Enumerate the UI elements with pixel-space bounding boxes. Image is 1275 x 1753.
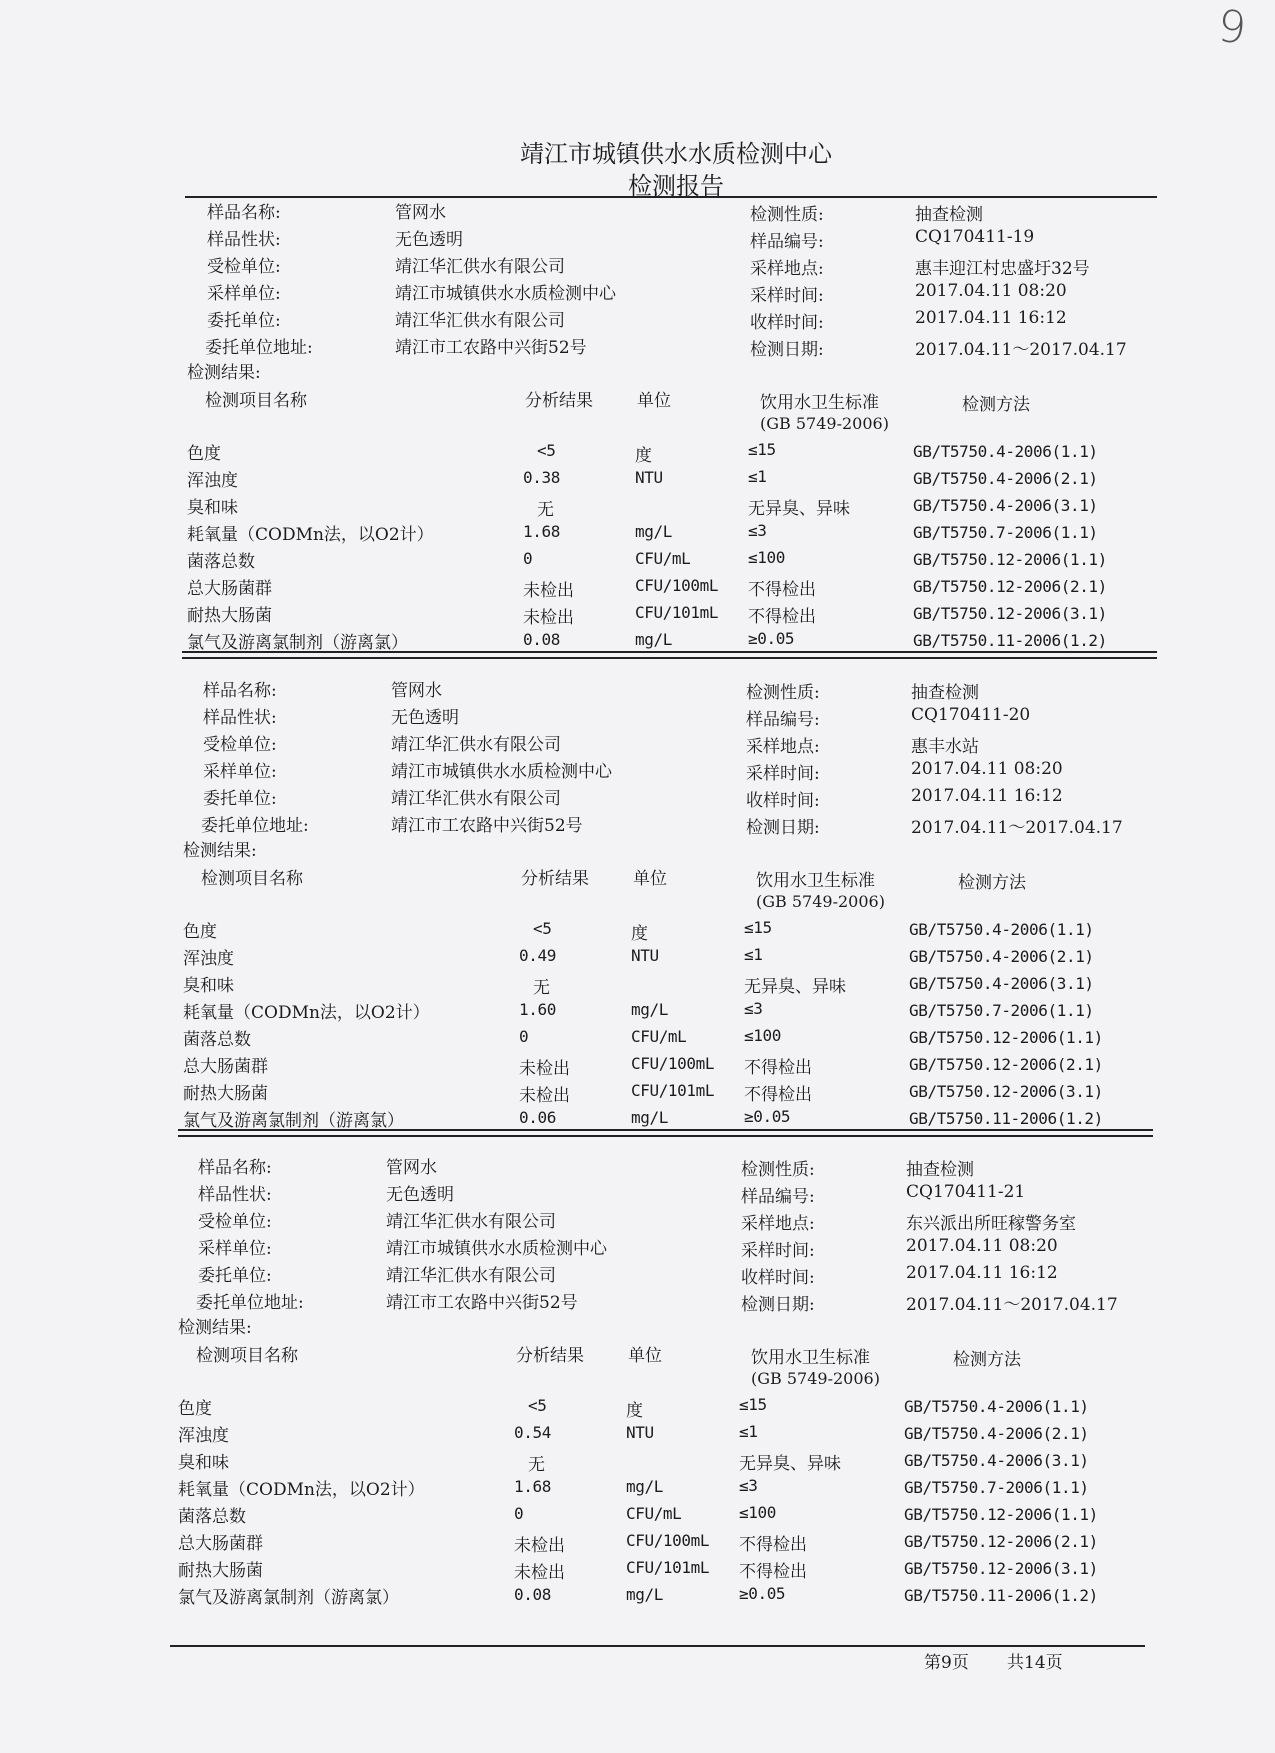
sample-name-value: 管网水: [395, 203, 446, 223]
inspected-unit-label: 受检单位:: [198, 1212, 272, 1232]
sample-no-label: 样品编号:: [741, 1187, 815, 1207]
receive-time-value: 2017.04.11 16:12: [911, 786, 1063, 806]
sample-name-value: 管网水: [391, 681, 442, 701]
row-unit: 度: [631, 924, 648, 944]
sample-no-label: 样品编号:: [750, 232, 824, 252]
row-item: 臭和味: [178, 1453, 229, 1473]
row-result: 1.68: [514, 1477, 551, 1496]
col-result-header: 分析结果: [516, 1346, 584, 1366]
sample-nature-value: 无色透明: [386, 1185, 454, 1205]
row-method: GB/T5750.4-2006(2.1): [909, 947, 1094, 966]
row-standard: ≤100: [739, 1503, 776, 1522]
row-unit: CFU/mL: [626, 1504, 682, 1523]
row-standard: ≥0.05: [739, 1584, 786, 1603]
sampling-site-label: 采样地点:: [746, 737, 820, 757]
row-unit: mg/L: [631, 1108, 668, 1127]
sample-nature-value: 无色透明: [395, 230, 463, 250]
row-standard: ≥0.05: [748, 629, 795, 648]
row-standard: 不得检出: [744, 1085, 812, 1105]
col-standard-ref: (GB 5749-2006): [756, 892, 885, 911]
sample-no-value: CQ170411-20: [911, 705, 1031, 725]
row-method: GB/T5750.11-2006(1.2): [909, 1109, 1103, 1128]
row-method: GB/T5750.4-2006(1.1): [904, 1397, 1089, 1416]
results-label: 检测结果:: [187, 363, 261, 383]
row-result: 0.54: [514, 1423, 551, 1442]
client-unit-value: 靖江华汇供水有限公司: [386, 1266, 556, 1286]
row-method: GB/T5750.12-2006(1.1): [904, 1505, 1098, 1524]
row-method: GB/T5750.11-2006(1.2): [913, 631, 1107, 650]
row-result: 1.60: [519, 1000, 556, 1019]
col-item-header: 检测项目名称: [196, 1346, 298, 1366]
row-result: <5: [528, 1396, 547, 1415]
row-result: 0.06: [519, 1108, 556, 1127]
sampling-unit-label: 采样单位:: [198, 1239, 272, 1259]
col-standard-ref: (GB 5749-2006): [760, 414, 889, 433]
row-unit: mg/L: [631, 1000, 668, 1019]
col-result-header: 分析结果: [525, 391, 593, 411]
client-unit-label: 委托单位:: [207, 311, 281, 331]
client-address-label: 委托单位地址:: [201, 816, 309, 836]
row-unit: mg/L: [635, 522, 672, 541]
row-standard: ≤1: [748, 467, 767, 486]
col-item-header: 检测项目名称: [201, 869, 303, 889]
row-unit: CFU/100mL: [631, 1054, 715, 1073]
row-result: 0.08: [514, 1585, 551, 1604]
sampling-site-value: 惠丰水站: [911, 737, 979, 757]
client-address-value: 靖江市工农路中兴街52号: [395, 338, 587, 358]
client-address-value: 靖江市工农路中兴街52号: [391, 816, 583, 836]
test-type-label: 检测性质:: [741, 1160, 815, 1180]
row-method: GB/T5750.7-2006(1.1): [909, 1001, 1094, 1020]
test-type-label: 检测性质:: [746, 683, 820, 703]
test-type-label: 检测性质:: [750, 205, 824, 225]
row-item: 氯气及游离氯制剂（游离氯）: [178, 1588, 399, 1608]
row-unit: mg/L: [626, 1477, 663, 1496]
row-result: 1.68: [523, 522, 560, 541]
sampling-site-value: 东兴派出所旺稼警务室: [906, 1214, 1076, 1234]
col-unit-header: 单位: [628, 1346, 662, 1366]
row-method: GB/T5750.7-2006(1.1): [904, 1478, 1089, 1497]
row-result: 无: [533, 978, 550, 998]
row-item: 总大肠菌群: [178, 1534, 263, 1554]
row-result: 0.49: [519, 946, 556, 965]
test-date-value: 2017.04.11～2017.04.17: [906, 1295, 1118, 1315]
row-unit: CFU/101mL: [631, 1081, 715, 1100]
col-standard-ref: (GB 5749-2006): [751, 1369, 880, 1388]
row-item: 色度: [183, 922, 217, 942]
sampling-site-value: 惠丰迎江村忠盛圩32号: [915, 259, 1090, 279]
row-item: 氯气及游离氯制剂（游离氯）: [187, 633, 408, 653]
section-rule: [178, 1129, 1153, 1131]
sample-nature-label: 样品性状:: [203, 708, 277, 728]
row-method: GB/T5750.11-2006(1.2): [904, 1586, 1098, 1605]
row-method: GB/T5750.12-2006(3.1): [909, 1082, 1103, 1101]
sample-name-label: 样品名称:: [203, 681, 277, 701]
section-rule: [182, 651, 1157, 653]
sampling-unit-value: 靖江市城镇供水水质检测中心: [395, 284, 616, 304]
row-unit: CFU/100mL: [635, 576, 719, 595]
row-item: 耐热大肠菌: [178, 1561, 263, 1581]
row-result: 未检出: [514, 1536, 565, 1556]
report-title: 检测报告: [628, 172, 724, 200]
row-unit: CFU/mL: [635, 549, 691, 568]
inspected-unit-value: 靖江华汇供水有限公司: [395, 257, 565, 277]
row-unit: CFU/101mL: [635, 603, 719, 622]
row-method: GB/T5750.12-2006(2.1): [913, 577, 1107, 596]
sample-nature-label: 样品性状:: [198, 1185, 272, 1205]
row-result: 0.38: [523, 468, 560, 487]
receive-time-label: 收样时间:: [741, 1268, 815, 1288]
row-method: GB/T5750.12-2006(2.1): [909, 1055, 1103, 1074]
row-item: 菌落总数: [183, 1030, 251, 1050]
row-item: 总大肠菌群: [187, 579, 272, 599]
row-unit: CFU/mL: [631, 1027, 687, 1046]
col-standard-header: 饮用水卫生标准: [751, 1348, 870, 1368]
sample-no-label: 样品编号:: [746, 710, 820, 730]
row-unit: 度: [635, 446, 652, 466]
row-method: GB/T5750.12-2006(1.1): [909, 1028, 1103, 1047]
row-method: GB/T5750.4-2006(1.1): [913, 442, 1098, 461]
row-item: 耗氧量（CODMn法，以O2计）: [183, 1003, 430, 1023]
row-result: 未检出: [519, 1086, 570, 1106]
row-unit: NTU: [635, 468, 663, 487]
row-method: GB/T5750.4-2006(3.1): [909, 974, 1094, 993]
col-method-header: 检测方法: [962, 395, 1030, 415]
row-result: 0: [523, 549, 533, 568]
row-result: <5: [537, 441, 556, 460]
col-item-header: 检测项目名称: [205, 391, 307, 411]
receive-time-label: 收样时间:: [750, 313, 824, 333]
row-result: 无: [528, 1455, 545, 1475]
row-item: 耐热大肠菌: [183, 1084, 268, 1104]
test-date-label: 检测日期:: [746, 818, 820, 838]
client-address-label: 委托单位地址:: [196, 1293, 304, 1313]
inspected-unit-label: 受检单位:: [203, 735, 277, 755]
sample-name-label: 样品名称:: [207, 203, 281, 223]
row-result: 0: [519, 1027, 529, 1046]
sampling-site-label: 采样地点:: [741, 1214, 815, 1234]
row-method: GB/T5750.4-2006(2.1): [904, 1424, 1089, 1443]
row-method: GB/T5750.12-2006(3.1): [904, 1559, 1098, 1578]
results-label: 检测结果:: [178, 1318, 252, 1338]
sampling-unit-value: 靖江市城镇供水水质检测中心: [391, 762, 612, 782]
row-result: 未检出: [523, 608, 574, 628]
col-method-header: 检测方法: [953, 1350, 1021, 1370]
row-standard: 不得检出: [748, 580, 816, 600]
row-result: 未检出: [523, 581, 574, 601]
row-item: 氯气及游离氯制剂（游离氯）: [183, 1111, 404, 1131]
results-label: 检测结果:: [183, 841, 257, 861]
row-item: 耗氧量（CODMn法，以O2计）: [178, 1480, 425, 1500]
client-address-label: 委托单位地址:: [205, 338, 313, 358]
row-item: 臭和味: [183, 976, 234, 996]
row-item: 菌落总数: [178, 1507, 246, 1527]
section-rule-second: [178, 1135, 1153, 1137]
client-unit-value: 靖江华汇供水有限公司: [395, 311, 565, 331]
sampling-time-label: 采样时间:: [741, 1241, 815, 1261]
row-item: 色度: [178, 1399, 212, 1419]
sampling-time-value: 2017.04.11 08:20: [906, 1236, 1058, 1256]
row-unit: NTU: [626, 1423, 654, 1442]
row-unit: mg/L: [626, 1585, 663, 1604]
row-item: 臭和味: [187, 498, 238, 518]
inspected-unit-value: 靖江华汇供水有限公司: [386, 1212, 556, 1232]
row-item: 浑浊度: [183, 949, 234, 969]
client-address-value: 靖江市工农路中兴街52号: [386, 1293, 578, 1313]
inspected-unit-value: 靖江华汇供水有限公司: [391, 735, 561, 755]
row-standard: ≤3: [748, 521, 767, 540]
row-item: 浑浊度: [187, 471, 238, 491]
test-date-value: 2017.04.11～2017.04.17: [911, 818, 1123, 838]
row-item: 总大肠菌群: [183, 1057, 268, 1077]
row-unit: CFU/101mL: [626, 1558, 710, 1577]
row-standard: 不得检出: [739, 1562, 807, 1582]
sampling-time-value: 2017.04.11 08:20: [911, 759, 1063, 779]
row-result: <5: [533, 919, 552, 938]
sample-nature-label: 样品性状:: [207, 230, 281, 250]
row-unit: NTU: [631, 946, 659, 965]
row-method: GB/T5750.4-2006(3.1): [904, 1451, 1089, 1470]
row-result: 未检出: [514, 1563, 565, 1583]
row-method: GB/T5750.12-2006(2.1): [904, 1532, 1098, 1551]
row-result: 0.08: [523, 630, 560, 649]
row-standard: ≤100: [748, 548, 785, 567]
test-type-value: 抽查检测: [911, 683, 979, 703]
row-item: 耐热大肠菌: [187, 606, 272, 626]
sampling-time-label: 采样时间:: [746, 764, 820, 784]
sample-no-value: CQ170411-21: [906, 1182, 1026, 1202]
row-standard: 无异臭、异味: [739, 1454, 841, 1474]
sample-name-label: 样品名称:: [198, 1158, 272, 1178]
row-standard: ≤3: [744, 999, 763, 1018]
col-method-header: 检测方法: [958, 873, 1026, 893]
row-method: GB/T5750.7-2006(1.1): [913, 523, 1098, 542]
sampling-unit-label: 采样单位:: [203, 762, 277, 782]
col-result-header: 分析结果: [521, 869, 589, 889]
test-date-label: 检测日期:: [741, 1295, 815, 1315]
row-item: 耗氧量（CODMn法，以O2计）: [187, 525, 434, 545]
row-item: 色度: [187, 444, 221, 464]
handwritten-page-mark: 9: [1215, 0, 1249, 55]
row-unit: CFU/100mL: [626, 1531, 710, 1550]
row-standard: ≤3: [739, 1476, 758, 1495]
receive-time-label: 收样时间:: [746, 791, 820, 811]
sampling-unit-value: 靖江市城镇供水水质检测中心: [386, 1239, 607, 1259]
row-standard: ≤15: [739, 1395, 767, 1414]
receive-time-value: 2017.04.11 16:12: [906, 1263, 1058, 1283]
test-date-value: 2017.04.11～2017.04.17: [915, 340, 1127, 360]
row-standard: 不得检出: [744, 1058, 812, 1078]
row-method: GB/T5750.4-2006(2.1): [913, 469, 1098, 488]
sample-no-value: CQ170411-19: [915, 227, 1035, 247]
row-standard: ≤15: [748, 440, 776, 459]
row-unit: 度: [626, 1401, 643, 1421]
row-standard: 不得检出: [739, 1535, 807, 1555]
test-date-label: 检测日期:: [750, 340, 824, 360]
row-standard: 无异臭、异味: [744, 977, 846, 997]
row-standard: ≤15: [744, 918, 772, 937]
sample-nature-value: 无色透明: [391, 708, 459, 728]
row-method: GB/T5750.12-2006(1.1): [913, 550, 1107, 569]
header-rule: [185, 196, 1157, 198]
row-item: 菌落总数: [187, 552, 255, 572]
sample-name-value: 管网水: [386, 1158, 437, 1178]
col-standard-header: 饮用水卫生标准: [756, 871, 875, 891]
col-unit-header: 单位: [637, 391, 671, 411]
test-type-value: 抽查检测: [906, 1160, 974, 1180]
row-standard: 无异臭、异味: [748, 499, 850, 519]
client-unit-value: 靖江华汇供水有限公司: [391, 789, 561, 809]
row-method: GB/T5750.4-2006(3.1): [913, 496, 1098, 515]
sampling-time-value: 2017.04.11 08:20: [915, 281, 1067, 301]
row-result: 无: [537, 500, 554, 520]
section-rule-second: [182, 657, 1157, 659]
row-standard: ≤100: [744, 1026, 781, 1045]
row-standard: ≥0.05: [744, 1107, 791, 1126]
row-item: 浑浊度: [178, 1426, 229, 1446]
row-method: GB/T5750.12-2006(3.1): [913, 604, 1107, 623]
row-result: 未检出: [519, 1059, 570, 1079]
sampling-time-label: 采样时间:: [750, 286, 824, 306]
page-total: 共14页: [1007, 1653, 1063, 1673]
sampling-unit-label: 采样单位:: [207, 284, 281, 304]
test-type-value: 抽查检测: [915, 205, 983, 225]
row-standard: 不得检出: [748, 607, 816, 627]
client-unit-label: 委托单位:: [198, 1266, 272, 1286]
col-unit-header: 单位: [633, 869, 667, 889]
org-title: 靖江市城镇供水水质检测中心: [520, 140, 832, 168]
page-number: 第9页: [924, 1653, 969, 1673]
col-standard-header: 饮用水卫生标准: [760, 393, 879, 413]
client-unit-label: 委托单位:: [203, 789, 277, 809]
footer-rule: [170, 1645, 1145, 1647]
row-result: 0: [514, 1504, 524, 1523]
inspected-unit-label: 受检单位:: [207, 257, 281, 277]
row-unit: mg/L: [635, 630, 672, 649]
row-standard: ≤1: [744, 945, 763, 964]
receive-time-value: 2017.04.11 16:12: [915, 308, 1067, 328]
row-standard: ≤1: [739, 1422, 758, 1441]
sampling-site-label: 采样地点:: [750, 259, 824, 279]
row-method: GB/T5750.4-2006(1.1): [909, 920, 1094, 939]
